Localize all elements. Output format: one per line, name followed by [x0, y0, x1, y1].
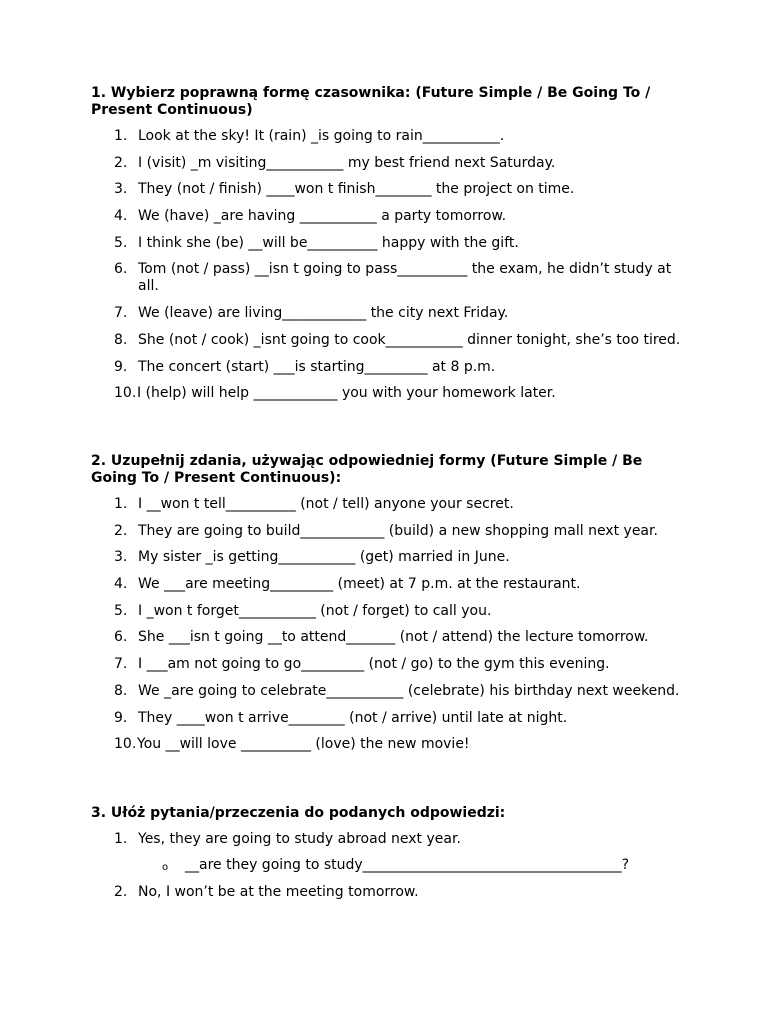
item-number: 3. [114, 181, 128, 198]
item-number: 6. [114, 629, 128, 646]
item-text: No, I won’t be at the meeting tomorrow. [138, 883, 419, 900]
list-item [91, 385, 681, 402]
item-text: I (visit) _m visiting___________ my best friend next Saturday. [138, 154, 556, 171]
item-text: We ___are meeting_________ (meet) at 7 p.m. at the restaurant. [138, 576, 581, 593]
item-text: She (not / cook) _isnt going to cook___________ dinner tonight, she’s too tired. [138, 331, 681, 348]
item-number: 9. [114, 358, 128, 375]
sub-list [138, 857, 681, 874]
item-number: 1. [114, 831, 128, 847]
list-item [91, 208, 681, 225]
list-item [91, 629, 681, 646]
list-item [91, 576, 681, 593]
item-number: 10. [114, 385, 137, 402]
list-item [91, 496, 681, 513]
item-number: 1. [114, 496, 128, 512]
list-item [91, 305, 681, 322]
sub-list-item [138, 857, 681, 874]
section-1 [91, 85, 681, 412]
item-text: Look at the sky! It (rain) _is going to rain___________. [138, 128, 505, 144]
item-number: 5. [114, 234, 128, 251]
item-text: They (not / finish) ____won t finish________ the project on time. [138, 181, 575, 198]
item-text: She ___isn t going __to attend_______ (not / attend) the lecture tomorrow. [138, 629, 649, 646]
item-number: 4. [114, 576, 128, 593]
section-1-list [91, 128, 681, 402]
section-3-heading: 3. Ułóż pytania/przeczenia do podanych odpowiedzi: [91, 805, 506, 821]
item-text: Tom (not / pass) __isn t going to pass__________ the exam, he didn’t study at all. [138, 261, 672, 295]
item-number: 6. [114, 261, 128, 278]
item-text: The concert (start) ___is starting_________ at 8 p.m. [138, 358, 496, 375]
list-item [91, 683, 681, 700]
list-item [91, 656, 681, 673]
item-number: 5. [114, 602, 128, 619]
item-number: 9. [114, 709, 128, 726]
item-number: 4. [114, 208, 128, 225]
list-item [91, 359, 681, 376]
section-2 [91, 453, 681, 763]
list-item [91, 736, 681, 753]
item-text: My sister _is getting___________ (get) married in June. [138, 549, 510, 566]
list-item [91, 235, 681, 252]
item-text: Yes, they are going to study abroad next year. [138, 831, 461, 847]
list-item [91, 128, 681, 145]
section-3 [91, 805, 681, 910]
section-2-list [91, 496, 681, 753]
list-item [91, 523, 681, 540]
item-text: I (help) will help ____________ you with your homework later. [137, 385, 556, 402]
item-number: 1. [114, 128, 128, 144]
item-text: We (have) _are having ___________ a party tomorrow. [138, 208, 507, 225]
sub-item-text: __are they going to study_____________________________________? [185, 857, 630, 873]
list-item [91, 181, 681, 198]
item-number: 7. [114, 656, 128, 673]
item-number: 8. [114, 331, 128, 348]
item-text: They ____won t arrive________ (not / arrive) until late at night. [138, 709, 568, 726]
item-text: We _are going to celebrate___________ (celebrate) his birthday next weekend. [138, 682, 680, 699]
section-3-list [91, 831, 681, 901]
item-text: I _won t forget___________ (not / forget) to call you. [138, 602, 492, 619]
item-number: 7. [114, 305, 128, 322]
item-text: I think she (be) __will be__________ happy with the gift. [138, 234, 519, 251]
list-item [91, 332, 681, 349]
list-item [91, 603, 681, 620]
list-item [91, 710, 681, 727]
list-item [91, 884, 681, 901]
section-2-heading: 2. Uzupełnij zdania, używając odpowiedniej formy (Future Simple / Be Going To / Present Continuous): [91, 453, 643, 486]
item-number: 2. [114, 522, 128, 539]
list-item [91, 549, 681, 566]
item-number: 2. [114, 883, 128, 900]
item-number: 10. [114, 736, 137, 753]
item-number: 3. [114, 549, 128, 566]
item-text: You __will love __________ (love) the new movie! [137, 736, 470, 753]
list-item [91, 831, 681, 874]
item-text: We (leave) are living____________ the city next Friday. [138, 305, 509, 322]
list-item [91, 155, 681, 172]
item-text: I ___am not going to go_________ (not / go) to the gym this evening. [138, 656, 610, 673]
item-text: They are going to build____________ (build) a new shopping mall next year. [138, 522, 658, 539]
bullet-icon: o [162, 862, 169, 873]
item-number: 2. [114, 154, 128, 171]
item-text: I __won t tell__________ (not / tell) anyone your secret. [138, 496, 514, 512]
section-1-heading: 1. Wybierz poprawną formę czasownika: (Future Simple / Be Going To / Present Continuous) [91, 85, 651, 118]
item-number: 8. [114, 682, 128, 699]
list-item [91, 261, 681, 295]
